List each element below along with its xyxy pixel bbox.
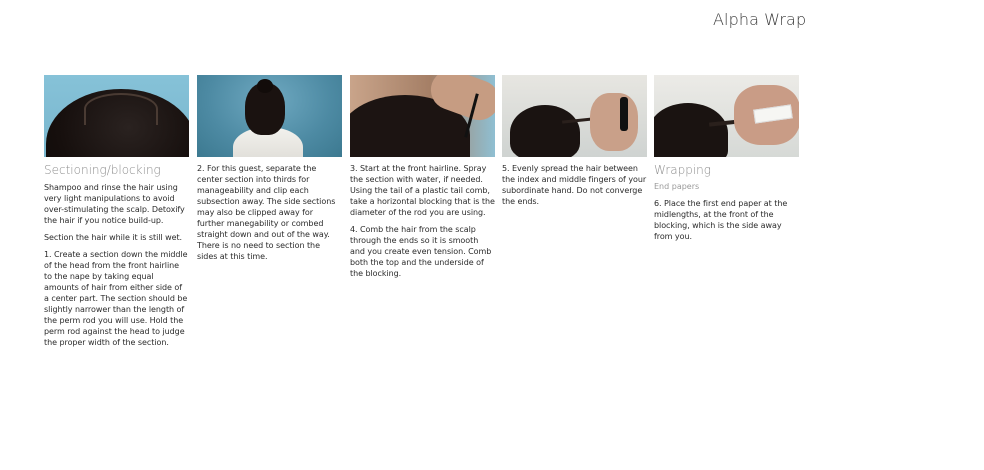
section-subheading: End papers bbox=[654, 182, 700, 191]
paragraph: 5. Evenly spread the hair between the index and middle fingers of your subordinate hand. Do not converge the ends. bbox=[502, 164, 647, 206]
step-column-4 bbox=[502, 75, 647, 207]
paragraph: 6. Place the first end paper at the midlengths, at the front of the blocking, which is the side away from you. bbox=[654, 199, 788, 241]
head-with-headband-photo bbox=[44, 75, 189, 157]
spread-hair-photo bbox=[502, 75, 647, 157]
paragraph: Section the hair while it is still wet. bbox=[44, 233, 183, 242]
comb-blocking-photo bbox=[350, 75, 495, 157]
step-column-1 bbox=[44, 75, 189, 348]
step-column-2 bbox=[197, 75, 342, 262]
back-of-head-photo bbox=[197, 75, 342, 157]
step-column-5 bbox=[654, 75, 799, 242]
page-title: Alpha Wrap bbox=[713, 10, 807, 29]
paragraph: 3. Start at the front hairline. Spray the section with water, if needed. Using the tail of a plastic tail comb, take a horizontal blocking that is the diameter of the rod you are using. bbox=[350, 164, 495, 217]
section-heading: Sectioning/blocking bbox=[44, 163, 161, 177]
section-heading: Wrapping bbox=[654, 163, 711, 177]
paragraph: Shampoo and rinse the hair using very light manipulations to avoid over-stimulating the scalp. Detoxify the hair if you notice build-up. bbox=[44, 183, 185, 225]
step-column-3 bbox=[350, 75, 495, 279]
paragraph: 2. For this guest, separate the center section into thirds for manageability and clip each subsection away. The side sections may also be clipped away for further manegability or combed straight down and out of the way. There is no need to section the sides at this time. bbox=[197, 164, 336, 261]
end-paper-photo bbox=[654, 75, 799, 157]
paragraph: 1. Create a section down the middle of the head from the front hairline to the nape by taking equal amounts of hair from either side of a center part. The section should be slightly narrower than the length of the perm rod you will use. Hold the perm rod against the head to judge the proper width of the section. bbox=[44, 250, 188, 347]
paragraph: 4. Comb the hair from the scalp through the ends so it is smooth and you create even tension. Comb both the top and the underside of the blocking. bbox=[350, 225, 492, 278]
